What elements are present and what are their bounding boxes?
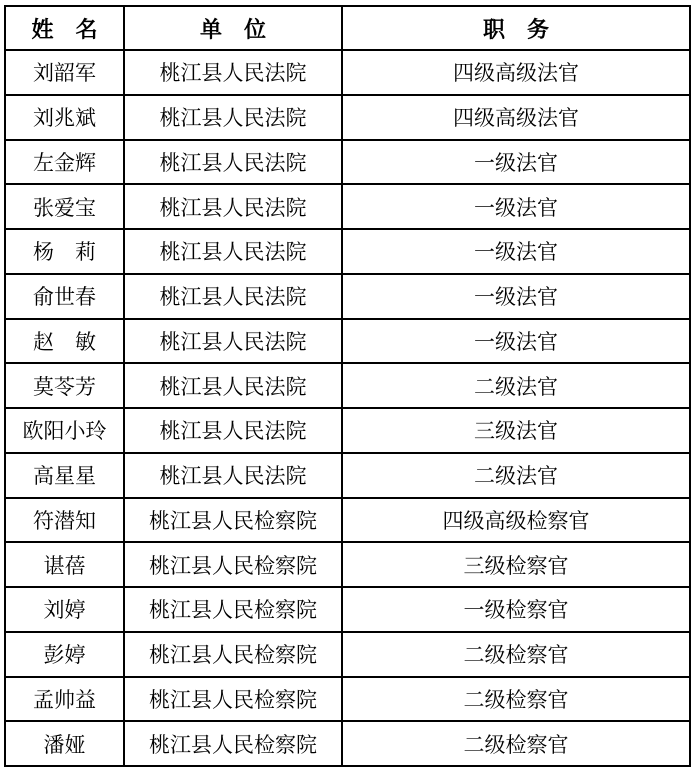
header-row — [5, 6, 690, 50]
position-cell: 二级法官 — [342, 453, 690, 498]
position-cell: 三级检察官 — [342, 542, 690, 587]
unit-cell: 桃江县人民法院 — [124, 274, 342, 319]
unit-cell: 桃江县人民法院 — [124, 319, 342, 364]
table-row — [5, 140, 690, 185]
column-header-name: 姓 名 — [5, 6, 124, 50]
unit-cell: 桃江县人民法院 — [124, 95, 342, 140]
name-cell: 符潜知 — [5, 498, 124, 543]
column-header-position: 职 务 — [342, 6, 690, 50]
name-cell: 莫苓芳 — [5, 363, 124, 408]
table-row — [5, 408, 690, 453]
position-cell: 三级法官 — [342, 408, 690, 453]
table-row — [5, 319, 690, 364]
table-row — [5, 587, 690, 632]
unit-cell: 桃江县人民法院 — [124, 408, 342, 453]
position-cell: 四级高级检察官 — [342, 498, 690, 543]
unit-cell: 桃江县人民检察院 — [124, 587, 342, 632]
unit-cell: 桃江县人民检察院 — [124, 721, 342, 766]
position-cell: 一级法官 — [342, 229, 690, 274]
table-row — [5, 453, 690, 498]
name-cell: 左金辉 — [5, 140, 124, 185]
position-cell: 一级法官 — [342, 274, 690, 319]
unit-cell: 桃江县人民检察院 — [124, 542, 342, 587]
table-row — [5, 721, 690, 766]
unit-cell: 桃江县人民检察院 — [124, 498, 342, 543]
table-row — [5, 95, 690, 140]
name-cell: 谌蓓 — [5, 542, 124, 587]
unit-cell: 桃江县人民法院 — [124, 184, 342, 229]
position-cell: 一级法官 — [342, 184, 690, 229]
position-cell: 二级检察官 — [342, 677, 690, 722]
name-cell: 俞世春 — [5, 274, 124, 319]
position-cell: 四级高级法官 — [342, 50, 690, 95]
table-body — [5, 50, 690, 766]
position-cell: 二级检察官 — [342, 721, 690, 766]
name-cell: 高星星 — [5, 453, 124, 498]
table-row — [5, 542, 690, 587]
unit-cell: 桃江县人民法院 — [124, 229, 342, 274]
name-cell: 孟帅益 — [5, 677, 124, 722]
table-row — [5, 632, 690, 677]
name-cell: 彭婷 — [5, 632, 124, 677]
position-cell: 二级检察官 — [342, 632, 690, 677]
position-cell: 一级法官 — [342, 319, 690, 364]
name-cell: 欧阳小玲 — [5, 408, 124, 453]
unit-cell: 桃江县人民法院 — [124, 363, 342, 408]
unit-cell: 桃江县人民法院 — [124, 140, 342, 185]
name-cell: 张爱宝 — [5, 184, 124, 229]
name-cell: 刘婷 — [5, 587, 124, 632]
table-row — [5, 274, 690, 319]
name-cell: 杨 莉 — [5, 229, 124, 274]
unit-cell: 桃江县人民检察院 — [124, 632, 342, 677]
name-cell: 刘韶军 — [5, 50, 124, 95]
personnel-roster-table — [4, 5, 691, 767]
column-header-unit: 单 位 — [124, 6, 342, 50]
unit-cell: 桃江县人民检察院 — [124, 677, 342, 722]
table-row — [5, 229, 690, 274]
table-row — [5, 498, 690, 543]
position-cell: 二级法官 — [342, 363, 690, 408]
table-row — [5, 363, 690, 408]
name-cell: 潘娅 — [5, 721, 124, 766]
table-row — [5, 50, 690, 95]
table-row — [5, 677, 690, 722]
name-cell: 赵 敏 — [5, 319, 124, 364]
position-cell: 一级检察官 — [342, 587, 690, 632]
position-cell: 一级法官 — [342, 140, 690, 185]
unit-cell: 桃江县人民法院 — [124, 50, 342, 95]
table-row — [5, 184, 690, 229]
unit-cell: 桃江县人民法院 — [124, 453, 342, 498]
name-cell: 刘兆斌 — [5, 95, 124, 140]
position-cell: 四级高级法官 — [342, 95, 690, 140]
